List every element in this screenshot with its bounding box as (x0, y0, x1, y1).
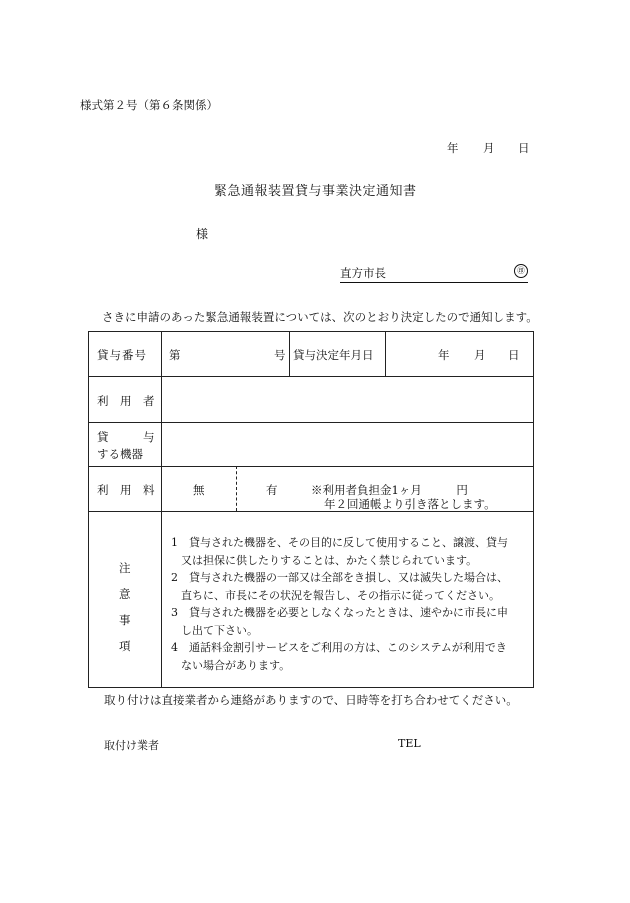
footer-notice: 取り付けは直接業者から連絡がありますので、日時等を打ち合わせてください。 (104, 693, 518, 707)
fee-label: 利 用 料 (97, 483, 155, 497)
loan-date-day: 日 (508, 348, 520, 362)
decision-table (88, 331, 534, 688)
document-title: 緊急通報装置貸与事業決定通知書 (214, 184, 417, 199)
addressee-suffix: 様 (196, 227, 209, 241)
loan-number-label: 貸与番号 (97, 348, 147, 362)
note-line: ない場合があります。 (181, 658, 291, 672)
notes-label-char: 意 (119, 587, 131, 601)
intro-text: さきに申請のあった緊急通報装置については、次のとおり決定したので通知します。 (102, 310, 538, 324)
loan-date-label: 貸与決定年月日 (293, 348, 374, 362)
date-year: 年 (447, 141, 459, 155)
fee-none: 無 (193, 483, 205, 497)
note-line: 1 貸与された機器を、その目的に反して使用すること、譲渡、貸与 (171, 536, 508, 549)
fee-yes: 有 (266, 483, 278, 497)
loan-date-year: 年 (438, 348, 450, 362)
note-line: 2 貸与された機器の一部又は全部をき損し、又は滅失した場合は、 (171, 571, 508, 584)
loan-number-dai: 第 (169, 348, 181, 362)
device-label-line1: 貸 与 (97, 430, 155, 444)
fee-note-line2: 年２回通帳より引き落とします。 (324, 497, 496, 511)
issuer-line (340, 265, 528, 283)
date-month: 月 (483, 141, 495, 155)
device-label-line2: する機器 (97, 447, 143, 461)
notes-label-char: 項 (119, 639, 131, 653)
fee-note-line1: ※利用者負担金1ヶ月 円 (311, 483, 468, 497)
notes-label-char: 注 (119, 561, 131, 575)
note-line: 4 通話料金割引サービスをご利用の方は、このシステムが利用でき (171, 641, 507, 654)
loan-number-go: 号 (274, 348, 286, 362)
seal-mark: ㊞ (514, 264, 528, 278)
note-line: し出て下さい。 (181, 623, 258, 637)
tel-label: TEL (398, 737, 421, 750)
notes-label-char: 事 (119, 613, 131, 627)
installer-label: 取付け業者 (104, 739, 159, 752)
issuer-name: 直方市長 (340, 266, 386, 280)
loan-date-month: 月 (474, 348, 486, 362)
date-day: 日 (518, 141, 530, 155)
note-line: 直ちに、市長にその状況を報告し、その指示に従ってください。 (181, 588, 500, 602)
user-label: 利 用 者 (97, 394, 155, 408)
form-number: 様式第２号（第６条関係） (80, 98, 218, 112)
notes-list (171, 534, 526, 674)
note-line: 又は担保に供したりすることは、かたく禁じられています。 (181, 553, 478, 567)
note-line: 3 貸与された機器を必要としなくなったときは、速やかに市長に申 (171, 606, 508, 619)
